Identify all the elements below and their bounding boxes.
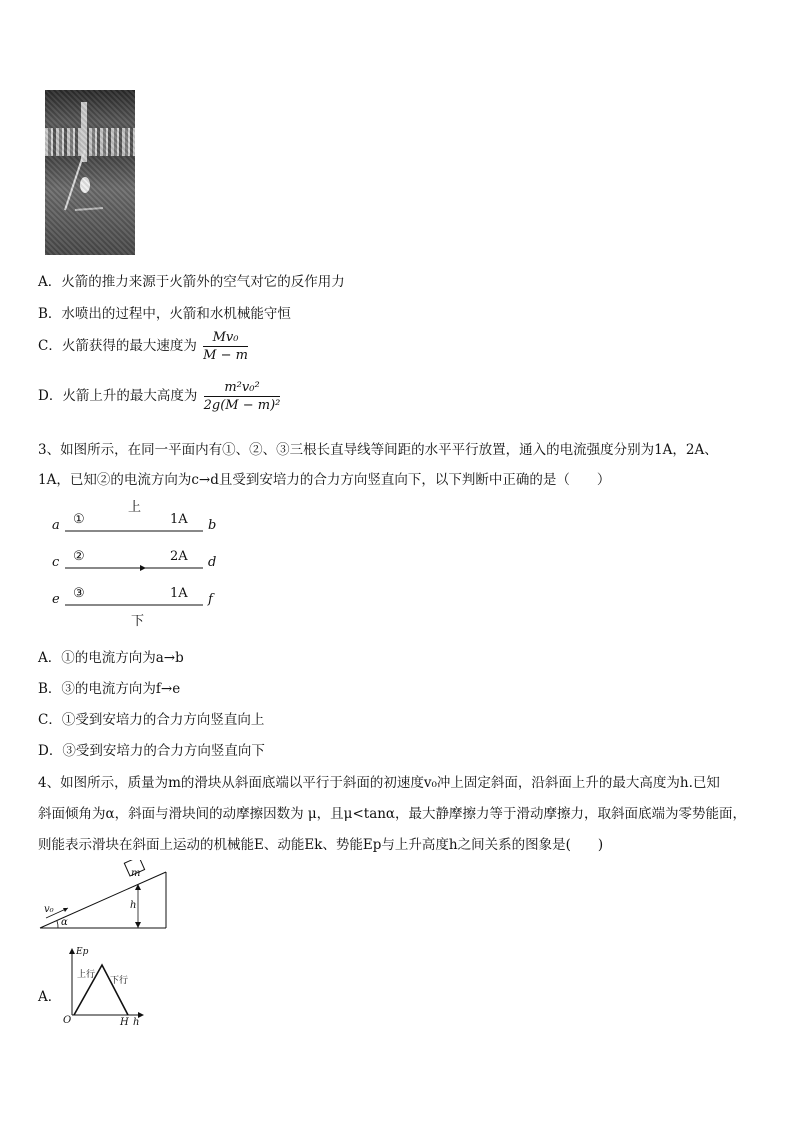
q3-stem-line2: 1A，已知②的电流方向为c→d且受到安培力的合力方向竖直向下，以下判断中正确的是（ ） xyxy=(38,472,611,488)
ep-graph: Ep 上行 下行 O H h xyxy=(60,945,150,1030)
q4-stem-line3: 则能表示滑块在斜面上运动的机械能E、动能Ek、势能Ep与上升高度h之间关系的图象是( ) xyxy=(38,837,604,853)
q2-option-c: C．火箭获得的最大速度为 $\frac{\text{Mv₀}}{M - m}$ xyxy=(38,330,248,363)
rocket-photo xyxy=(45,90,135,255)
q3-option-a: A．①的电流方向为a→b xyxy=(38,650,184,666)
q3-option-b: B．③的电流方向为f→e xyxy=(38,681,181,697)
q3-stem-line1: 3、如图所示，在同一平面内有①、②、③三根长直导线等间距的水平平行放置，通入的电流强度分别为1A，2A、 xyxy=(38,442,718,458)
q2-option-b: B．水喷出的过程中，火箭和水机械能守恒 xyxy=(38,306,291,322)
q3-option-d: D．③受到安培力的合力方向竖直向下 xyxy=(38,743,265,759)
q4-stem-line1: 4、如图所示，质量为m的滑块从斜面底端以平行于斜面的初速度v₀冲上固定斜面，沿斜面上升的最大高度为h.已知 xyxy=(38,775,720,791)
q2-option-a: A．火箭的推力来源于火箭外的空气对它的反作用力 xyxy=(38,274,345,290)
fraction: $\frac{\text{Mv₀}}{M - m}$ xyxy=(203,330,248,363)
incline-diagram: m v₀ h α xyxy=(38,860,178,932)
q2-option-d: D．火箭上升的最大高度为 $\frac{\text{m²v₀²}}{\text{2g(M − m)²}}$ xyxy=(38,380,281,413)
wire-diagram: 上 a ① 1A b c ② 2A d e ③ 1A f 下 xyxy=(52,500,217,629)
q4-option-a-letter: A． xyxy=(38,989,62,1005)
q3-option-c: C．①受到安培力的合力方向竖直向上 xyxy=(38,712,265,728)
q4-stem-line2: 斜面倾角为α，斜面与滑块间的动摩擦因数为 μ，且μ<tanα，最大静摩擦力等于滑动摩擦力，取斜面底端为零势能面， xyxy=(38,806,747,822)
fraction: $\frac{\text{m²v₀²}}{\text{2g(M − m)²}}$ xyxy=(203,380,281,413)
